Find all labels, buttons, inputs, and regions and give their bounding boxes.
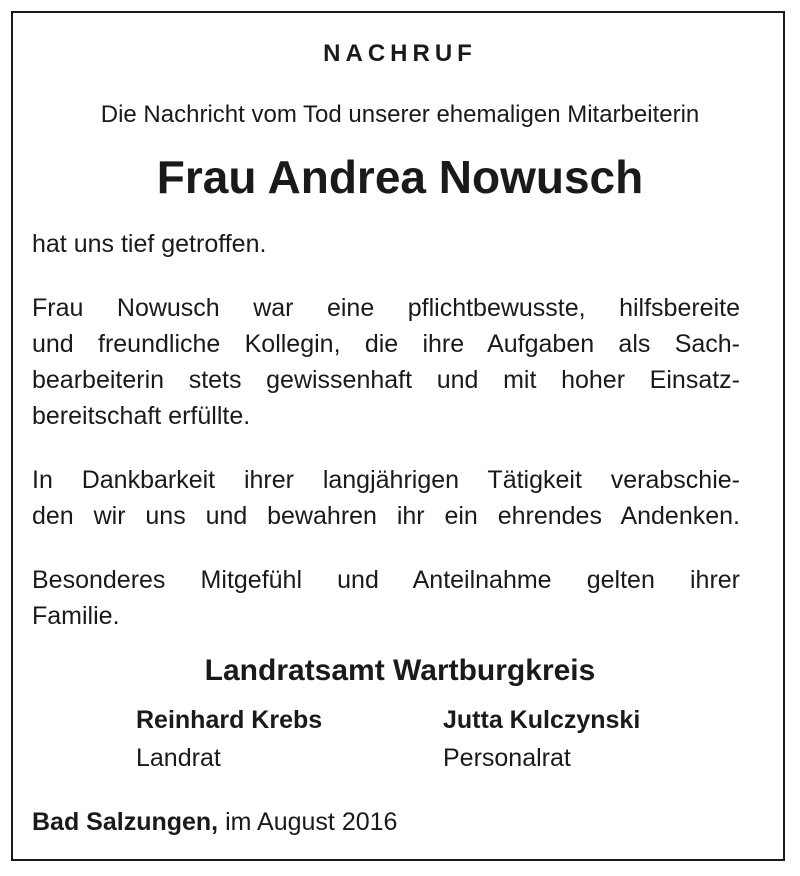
paragraph-2-line: bereitschaft erfüllte. <box>32 402 251 430</box>
paragraph-2-line: bearbeiterin stets gewissenhaft und mit hoher Einsatz- <box>32 366 740 394</box>
paragraph-4-line: Familie. <box>32 602 120 630</box>
intro-text: Die Nachricht vom Tod unserer ehemaligen Mitarbeiterin <box>100 101 700 128</box>
notice-border <box>11 11 785 861</box>
date: im August 2016 <box>225 808 398 836</box>
deceased-name: Frau Andrea Nowusch <box>156 151 644 203</box>
organization-name: Landratsamt Wartburgkreis <box>204 654 596 687</box>
paragraph-2-line: Frau Nowusch war eine pflichtbewusste, hilfsbereite <box>32 294 740 322</box>
paragraph-4-line: Besonderes Mitgefühl und Anteilnahme gelten ihrer <box>32 566 740 594</box>
signer-name: Reinhard Krebs <box>136 706 323 734</box>
paragraph-2-line: und freundliche Kollegin, die ihre Aufgaben als Sach- <box>32 330 740 358</box>
signer-role: Landrat <box>136 744 221 772</box>
paragraph-3-line: den wir uns und bewahren ihr ein ehrendes Andenken. <box>32 502 740 530</box>
signer-name: Jutta Kulczynski <box>443 706 641 734</box>
paragraph-1-line: hat uns tief getroffen. <box>32 230 267 258</box>
place-date <box>32 808 397 837</box>
notice-heading: NACHRUF <box>323 40 477 67</box>
paragraph-3-line: In Dankbarkeit ihrer langjährigen Tätigkeit verabschie- <box>32 466 740 494</box>
signer-role: Personalrat <box>443 744 571 772</box>
place: Bad Salzungen, <box>32 808 219 836</box>
